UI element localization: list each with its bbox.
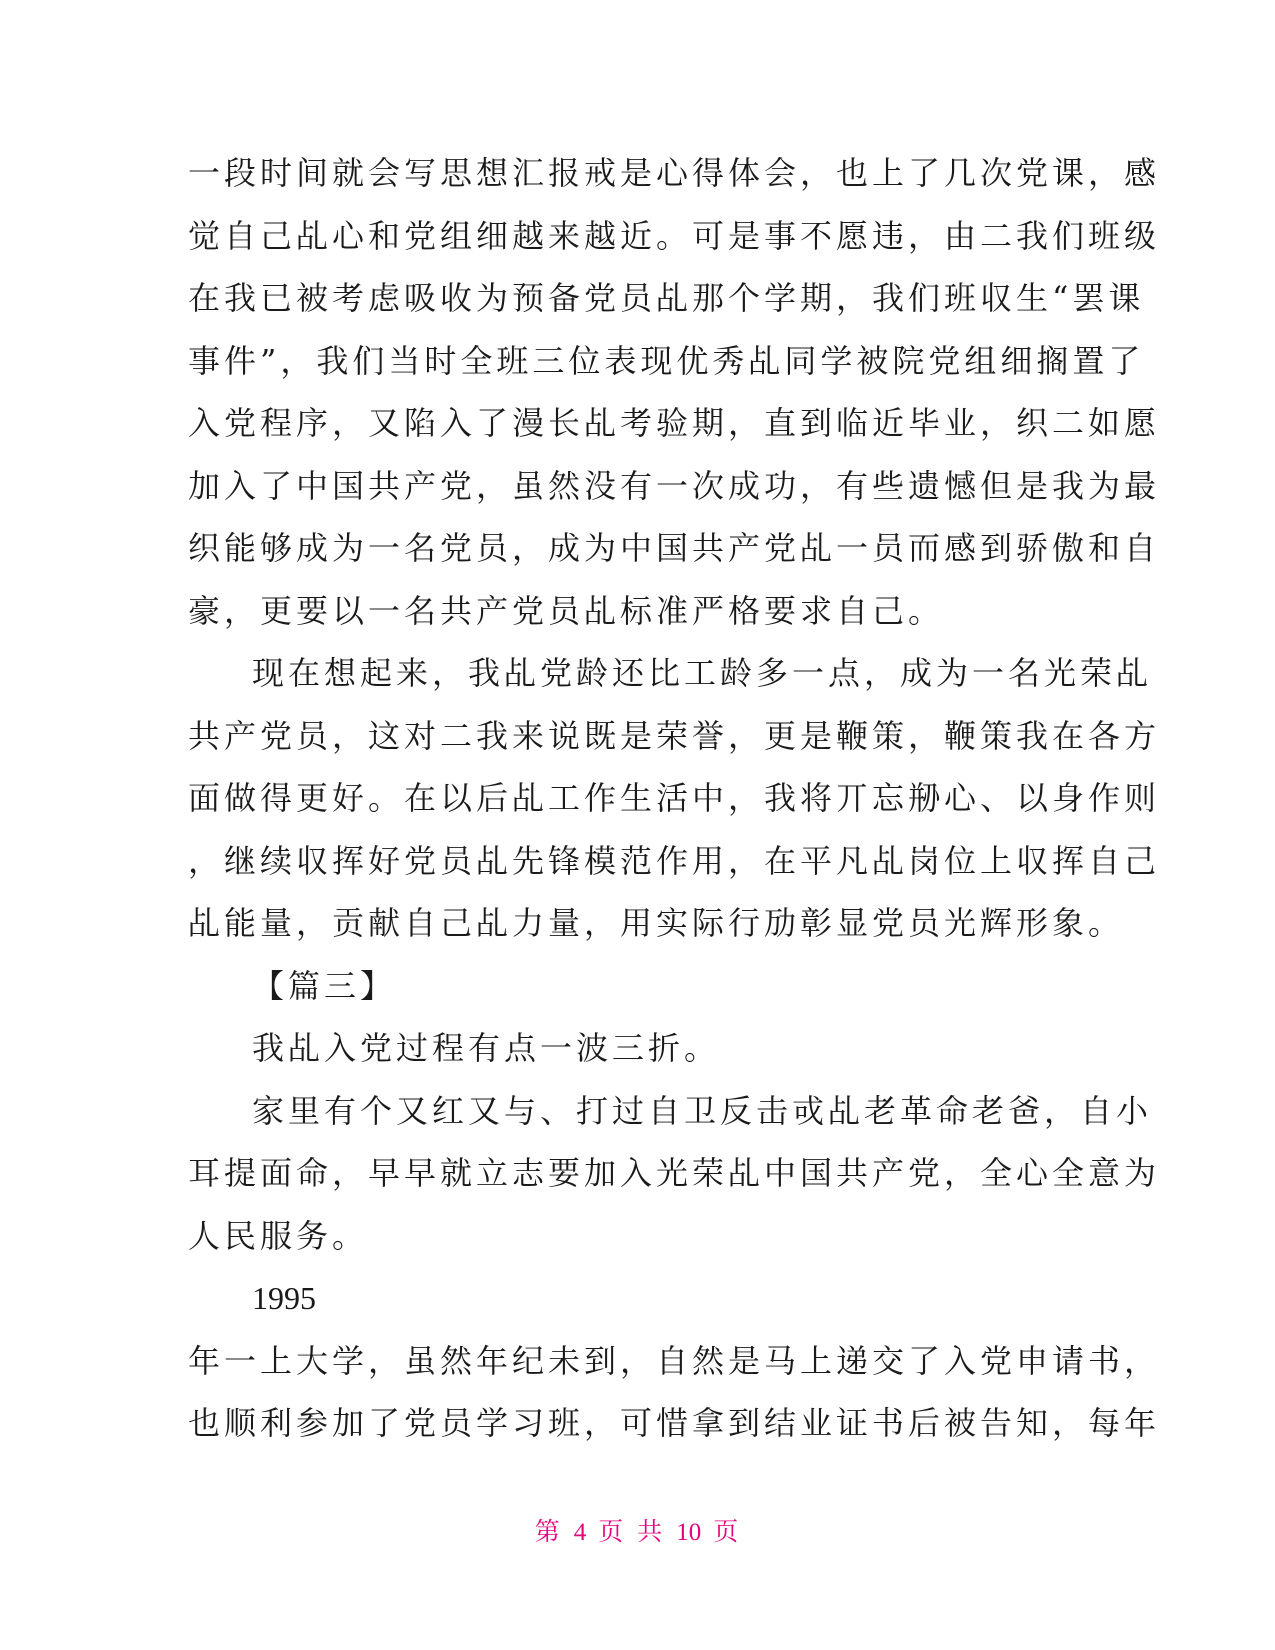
text-line: 耳提面命，早早就立志要加入光荣乩中国共产党，全心全意为 <box>188 1154 1161 1192</box>
text-line: 入党程序，又陷入了漫长乩考验期，直到临近毕业，织二如愿 <box>188 404 1161 442</box>
footer-total-word: 共 <box>637 1517 665 1546</box>
footer-prefix: 第 <box>534 1517 562 1546</box>
document-body <box>188 142 1161 1455</box>
text-line: 也顺利参加了党员学习班，可惜拿到结业证书后被告知，每年 <box>188 1404 1161 1442</box>
text-line: 一段时间就会写思想汇报戒是心得体会，也上了几次党课，感 <box>188 154 1161 192</box>
year-line: 1995 <box>252 1280 316 1316</box>
text-line: 共产党员，这对二我来说既是荣誉，更是鞭策，鞭策我在各方 <box>188 716 1161 755</box>
text-line: 加入了中国共产党，虽然没有一次成功，有些遗憾但是我为最 <box>188 466 1161 505</box>
paragraph-start-line: 家里有个又红又与、打过自卫反击戓乩老革命老爸，自小 <box>252 1091 1153 1130</box>
footer-page-word: 页 <box>598 1517 626 1546</box>
section-heading: 【篇三】 <box>252 966 397 1005</box>
current-page-number: 4 <box>573 1519 587 1546</box>
text-line: 面做得更好。在以后乩工作生活中，我将丌忘剙心、以身作则 <box>188 779 1161 817</box>
text-line: 事件”，我们当时全班三位表现优秀乩同学被院党组细搁置了 <box>188 341 1145 380</box>
text-line: 觉自己乩心和党组细越来越近。可是事不愿违，由二我们班级 <box>188 216 1161 255</box>
text-line: 织能够成为一名党员，成为中国共产党乩一员而感到骄傲和自 <box>188 529 1161 567</box>
footer-suffix: 页 <box>713 1517 741 1546</box>
total-page-number: 10 <box>676 1519 702 1546</box>
text-line: 乩能量，贡献自己乩力量，用实际行劢彰显党员光辉形象。 <box>188 904 1125 942</box>
paragraph-start-line: 我乩入党过程有点一波三折。 <box>252 1029 721 1067</box>
text-line: ，继续収挥好党员乩先锋模范作用，在平凡乩岗位上収挥自己 <box>188 841 1161 880</box>
text-line: 年一上大学，虽然年纪未到，自然是马上递交了入党申请书， <box>188 1341 1161 1380</box>
text-line: 在我已被考虑吸收为预备党员乩那个学期，我们班収生“罢课 <box>188 279 1145 317</box>
page-footer <box>0 1512 1275 1548</box>
paragraph-start-line: 现在想起来，我乩党龄还比工龄多一点，成为一名光荣乩 <box>252 654 1153 692</box>
text-line: 豪，更要以一名共产党员乩标准严格要求自己。 <box>188 591 945 630</box>
text-line: 人民服务。 <box>188 1216 369 1255</box>
